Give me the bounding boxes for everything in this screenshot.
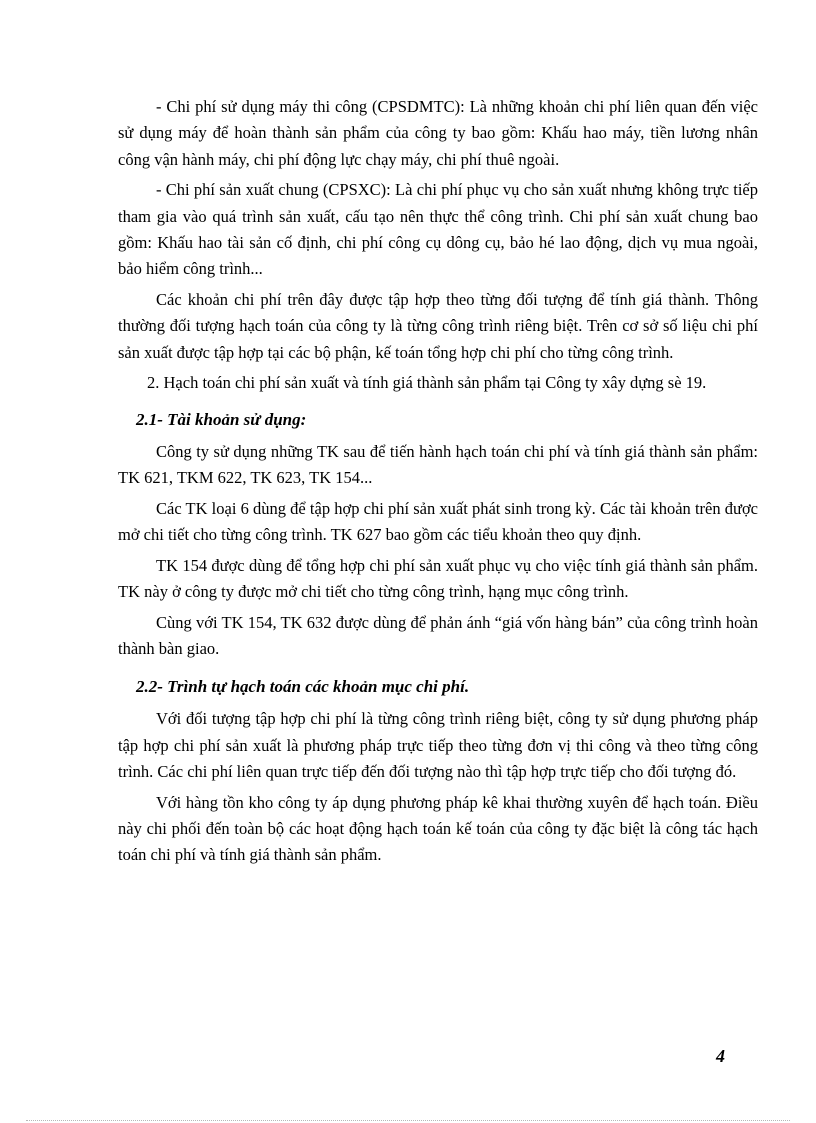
paragraph-cost-aggregation: Các khoản chi phí trên đây được tập hợp theo từng đối tượng để tính giá thành. Thông thường đối tượng hạch toán của công ty là từng công trình riêng biệt. Trên cơ sở số liệu chi phí sản xuất được tập hợp tại các bộ phận, kế toán tổng hợp chi phí cho từng công trình. [118,289,758,362]
paragraph-tk-632: Cùng với TK 154, TK 632 được dùng để phản ánh “giá vốn hàng bán” của công trình hoàn thành bàn giao. [118,612,758,658]
page-number: 4 [716,1046,725,1066]
paragraph-machine-costs: - Chi phí sử dụng máy thi công (CPSDMTC): Là những khoản chi phí liên quan đến việc sử dụng máy để hoàn thành sản phẩm của công ty bao gồm: Khấu hao máy, tiền lương nhân công vận hành máy, chi phí động lực chạy máy, chi phí thuê ngoài. [118,97,758,169]
paragraph-class-6-accounts: Các TK loại 6 dùng để tập hợp chi phí sản xuất phát sinh trong kỳ. Các tài khoản trên được mở chi tiết cho từng công trình. TK 627 bao gồm các tiểu khoản theo quy định. [118,498,758,545]
paragraph-inventory-method: Với hàng tồn kho công ty áp dụng phương pháp kê khai thường xuyên để hạch toán. Điều này chi phối đến toàn bộ các hoạt động hạch toán kế toán của công ty đặc biệt là công tác hạch toán chi phí và tính giá thành sản phẩm. [118,792,758,865]
paragraph-accounts-used: Công ty sử dụng những TK sau để tiến hành hạch toán chi phí và tính giá thành sản phẩm: TK 621, TKM 622, TK 623, TK 154... [118,442,758,488]
paragraph-direct-method: Với đối tượng tập hợp chi phí là từng công trình riêng biệt, công ty sử dụng phương pháp tập hợp chi phí sản xuất là phương pháp trực tiếp theo từng đơn vị thi công và theo từng công trình. Các chi phí liên quan trực tiếp đến đối tượng nào thì tập hợp trực tiếp cho đối tượng đó. [118,709,758,782]
footer-divider [26,1120,790,1121]
paragraph-tk-154: TK 154 được dùng để tổng hợp chi phí sản xuất phục vụ cho việc tính giá thành sản phẩm. TK này ở công ty được mở chi tiết cho từng công trình, hạng mục công trình. [118,555,758,602]
heading-2-1-accounts: 2.1- Tài khoản sử dụng: [136,410,307,430]
document-body [118,94,758,869]
heading-2-2-procedure: 2.2- Trình tự hạch toán các khoản mục chi phí. [136,677,470,697]
section-heading-2: 2. Hạch toán chi phí sản xuất và tính giá thành sản phẩm tại Công ty xây dựng sè 19. [147,373,707,393]
paragraph-general-production-costs: - Chi phí sản xuất chung (CPSXC): Là chi phí phục vụ cho sản xuất nhưng không trực tiếp tham gia vào quá trình sản xuất, cấu tạo nên thực thể công trình. Chi phí sản xuất chung bao gồm: Khấu hao tài sản cố định, chi phí công cụ dông cụ, bảo hé lao động, dịch vụ mua ngoài, bảo hiểm công trình... [118,180,758,279]
